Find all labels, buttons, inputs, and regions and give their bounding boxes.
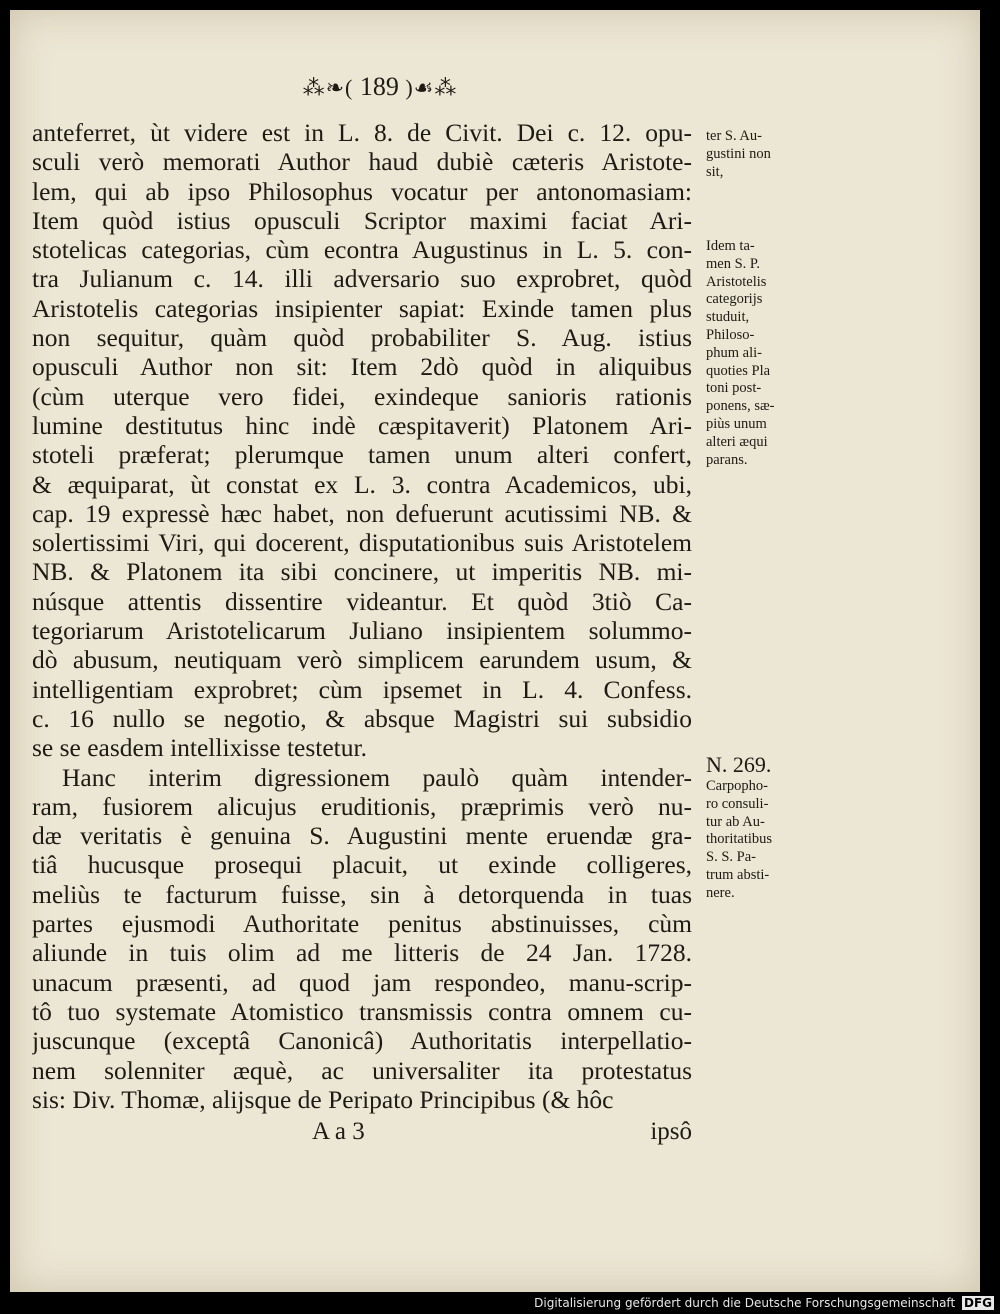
main-text-block	[32, 118, 692, 1114]
text-line: intelligentiam exprobret; cùm ipsemet in L. 4. Confess.	[32, 674, 692, 704]
running-header	[10, 72, 750, 102]
text-line: sis: Div. Thomæ, alijsque de Peripato Principibus (& hôc	[32, 1084, 614, 1114]
text-line: nem solenniter æquè, ac universaliter ita protestatus	[32, 1055, 692, 1085]
margin-note-line: ter S. Au-	[706, 128, 762, 144]
page-number: 189	[359, 72, 399, 101]
margin-note-line: quoties Pla	[706, 362, 771, 379]
text-line: meliùs te facturum fuisse, sin à detorquenda in tuas	[32, 879, 692, 909]
margin-note-line: piùs unum	[706, 415, 767, 432]
text-line: ram, fusiorem alicujus eruditionis, præprimis verò nu-	[32, 791, 692, 821]
text-line: aliunde in tuis olim ad me litteris de 24 Jan. 1728.	[32, 938, 692, 968]
text-line: Aristotelis categorias insipienter sapiat: Exinde tamen plus	[32, 293, 692, 323]
margin-note-line: nere.	[706, 884, 735, 901]
margin-note-line: Idem ta-	[706, 238, 755, 254]
text-line: tra Julianum c. 14. illi adversario suo exprobret, quòd	[32, 264, 692, 294]
margin-note-line: ponens, sæ-	[706, 398, 775, 415]
margin-note-line: Philoso-	[706, 326, 755, 343]
margin-note-line: trum absti-	[706, 866, 770, 883]
text-line: lumine destitutus hinc indè cæspitaverit) Platonem Ari-	[32, 410, 692, 440]
margin-note-line: categorijs	[706, 291, 763, 308]
margin-note-line: parans.	[706, 451, 748, 468]
margin-note-line: sit,	[706, 163, 724, 180]
margin-note-line: tur ab Au-	[706, 813, 765, 830]
text-line: juscunque (exceptâ Canonicâ) Authoritatis interpellatio-	[32, 1026, 692, 1056]
text-line: c. 16 nullo se negotio, & absque Magistri sui subsidio	[32, 703, 692, 733]
margin-note-line: studuit,	[706, 309, 750, 326]
text-line: tiâ hucusque prosequi placuit, ut exinde colligeres,	[32, 850, 692, 880]
margin-note-2	[706, 238, 810, 469]
digitization-credit	[534, 1296, 994, 1310]
text-line: NB. & Platonem ita sibi concinere, ut imperitis NB. mi-	[32, 557, 692, 587]
text-line: Item quòd istius opusculi Scriptor maximi faciat Ari-	[32, 205, 692, 235]
margin-note-line: N. 269.	[706, 752, 772, 777]
margin-note-line: men S. P.	[706, 255, 760, 272]
text-line: cap. 19 expressè hæc habet, non defuerunt acutissimi NB. &	[32, 498, 692, 528]
catchword: ipsô	[650, 1118, 692, 1145]
margin-note-line: Aristotelis	[706, 273, 767, 290]
margin-note-1	[706, 128, 810, 181]
text-line: (cùm uterque vero fidei, exindeque sanioris rationis	[32, 381, 692, 411]
signature-mark: A a 3	[312, 1118, 365, 1145]
text-line: solertissimi Viri, qui docerent, disputationibus suis Aristotelem	[32, 528, 692, 558]
ornament-left-icon: ⁂❧(	[302, 75, 354, 100]
ornament-right-icon: )☙⁂	[405, 75, 458, 100]
text-line: lem, qui ab ipso Philosophus vocatur per antonomasiam:	[32, 176, 692, 206]
text-line: dò abusum, neutiquam verò simplicem earundem usum, &	[32, 645, 692, 675]
text-line: unacum præsenti, ad quod jam respondeo, manu-scrip-	[32, 967, 692, 997]
text-line: & æquiparat, ùt constat ex L. 3. contra Academicos, ubi,	[32, 469, 692, 499]
credit-text: Digitalisierung gefördert durch die Deutsche Forschungsgemeinschaft	[534, 1296, 956, 1310]
margin-note-line: ro consuli-	[706, 795, 769, 812]
dfg-logo-icon: DFG	[963, 1296, 992, 1310]
text-line: Hanc interim digressionem paulò quàm intender-	[62, 762, 692, 792]
margin-note-line: S. S. Pa-	[706, 849, 756, 866]
margin-note-line: gustini non	[706, 145, 771, 162]
text-line: stoteli præferat; plerumque tamen unum alteri confert,	[32, 440, 692, 470]
text-line: dæ veritatis è genuina S. Augustini mente eruendæ gra-	[32, 821, 692, 851]
text-line: opusculi Author non sit: Item 2dò quòd in aliquibus	[32, 352, 692, 382]
margin-note-line: thoritatibus	[706, 831, 773, 848]
book-page	[10, 10, 980, 1292]
margin-note-line: toni post-	[706, 380, 762, 397]
text-line: núsque attentis dissentire videantur. Et quòd 3tiò Ca-	[32, 586, 692, 616]
text-line: sculi verò memorati Author haud dubiè cæteris Aristote-	[32, 147, 692, 177]
text-line: partes ejusmodi Authoritate penitus abstinuisses, cùm	[32, 909, 692, 939]
margin-note-line: phum ali-	[706, 344, 762, 361]
text-line: tô tuo systemate Atomistico transmissis contra omnem cu-	[32, 996, 692, 1026]
margin-note-3	[706, 752, 810, 903]
text-line: anteferret, ùt videre est in L. 8. de Civit. Dei c. 12. opu-	[32, 118, 692, 147]
margin-note-line: alteri æqui	[706, 433, 768, 450]
text-line: non sequitur, quàm quòd probabiliter S. Aug. istius	[32, 323, 692, 353]
text-line: se se easdem intellixisse testetur.	[32, 733, 367, 763]
text-line: stotelicas categorias, cùm econtra Augustinus in L. 5. con-	[32, 235, 692, 265]
text-line: tegoriarum Aristotelicarum Juliano insipientem solummo-	[32, 616, 692, 646]
margin-note-line: Carpopho-	[706, 778, 769, 794]
